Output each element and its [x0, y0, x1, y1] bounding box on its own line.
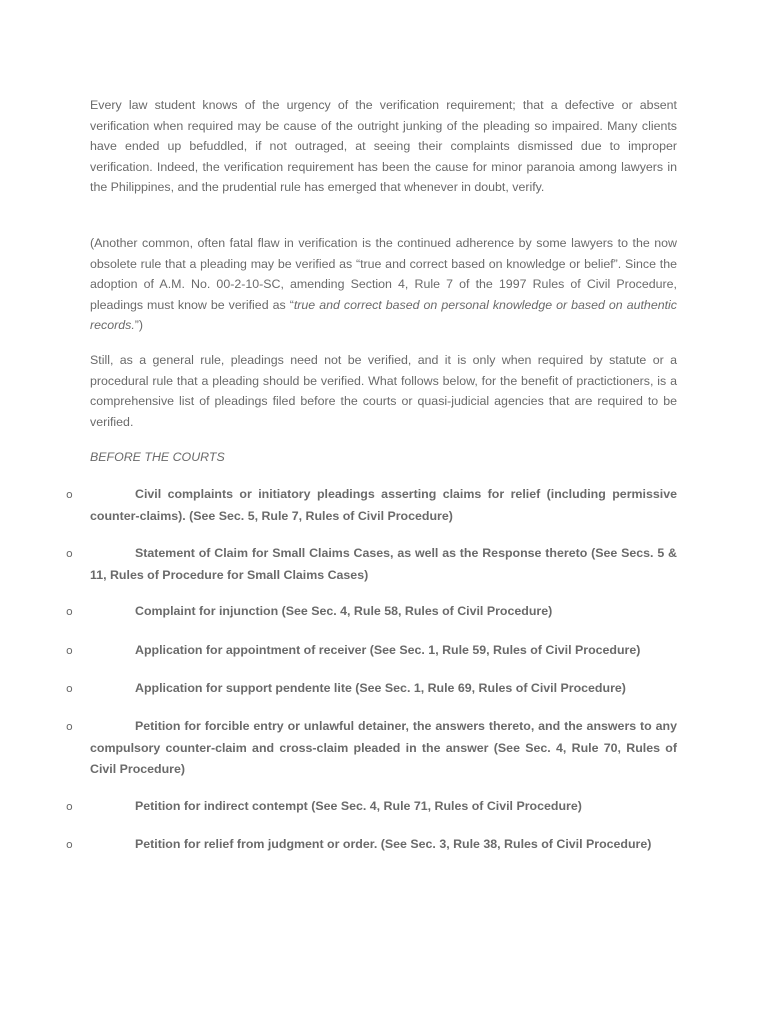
- list-item-text: Petition for indirect contempt (See Sec. 4, Rule 71, Rules of Civil Procedure): [135, 799, 582, 813]
- bullet-icon: o: [66, 720, 73, 733]
- general-rule-paragraph: Still, as a general rule, pleadings need not be verified, and it is only when required by statute or a procedural rule that a pleading should be verified. What follows below, for the benefit of practictioners, is a comprehensive list of pleadings filed before the courts or quasi-judicial agencies that are required to be verified.: [90, 353, 677, 429]
- intro-paragraph: Every law student knows of the urgency of the verification requirement; that a defective or absent verification when required may be cause of the outright junking of the pleading so impaired. Many clients have ended up befuddled, if not outraged, at seeing their complaints dismissed due to improper verification. Indeed, the verification requirement has been the cause for minor paranoia among lawyers in the Philippines, and the prudential rule has emerged that whenever in doubt, verify.: [90, 98, 677, 194]
- bullet-icon: o: [66, 547, 73, 560]
- flaw-text: (Another common, often fatal flaw in verification is the continued adherence by some lawyers to the now obsolete rule that a pleading may be verified as “true and correct based on knowledge or belief”. Since the adoption of A.M. No. 00-2-10-SC, amending Section 4, Rule 7 of the 1997 Rules of Civil Procedure, pleadings must know be verified as “: [90, 236, 677, 312]
- verification-flaw-paragraph: [90, 233, 677, 336]
- bullet-icon: o: [66, 488, 73, 501]
- bullet-icon: o: [66, 644, 73, 657]
- flaw-quote: true and correct based on personal knowledge or based on authentic records.: [90, 297, 677, 332]
- flaw-text-end: ”): [134, 318, 144, 332]
- bullet-icon: o: [66, 605, 73, 618]
- bullet-icon: o: [66, 838, 73, 851]
- list-item-text: Petition for relief from judgment or order. (See Sec. 3, Rule 38, Rules of Civil Procedure): [135, 837, 652, 851]
- list-item-text: Application for appointment of receiver (See Sec. 1, Rule 59, Rules of Civil Procedure): [135, 643, 641, 657]
- list-item-text: Petition for forcible entry or unlawful detainer, the answers thereto, and the answers to any compulsory counter-claim and cross-claim pleaded in the answer (See Sec. 4, Rule 70, Rules of Civil Procedure): [90, 719, 677, 776]
- list-item-text: Complaint for injunction (See Sec. 4, Rule 58, Rules of Civil Procedure): [135, 604, 553, 618]
- bullet-icon: o: [66, 682, 73, 695]
- bullet-icon: o: [66, 800, 73, 813]
- list-item-text: Application for support pendente lite (See Sec. 1, Rule 69, Rules of Civil Procedure): [135, 681, 626, 695]
- list-item-text: Civil complaints or initiatory pleadings asserting claims for relief (including permissive counter-claims). (See Sec. 5, Rule 7, Rules of Civil Procedure): [90, 487, 677, 523]
- list-item-text: Statement of Claim for Small Claims Cases, as well as the Response thereto (See Secs. 5 & 11, Rules of Procedure for Small Claims Cases): [90, 546, 677, 582]
- section-heading: BEFORE THE COURTS: [90, 450, 225, 464]
